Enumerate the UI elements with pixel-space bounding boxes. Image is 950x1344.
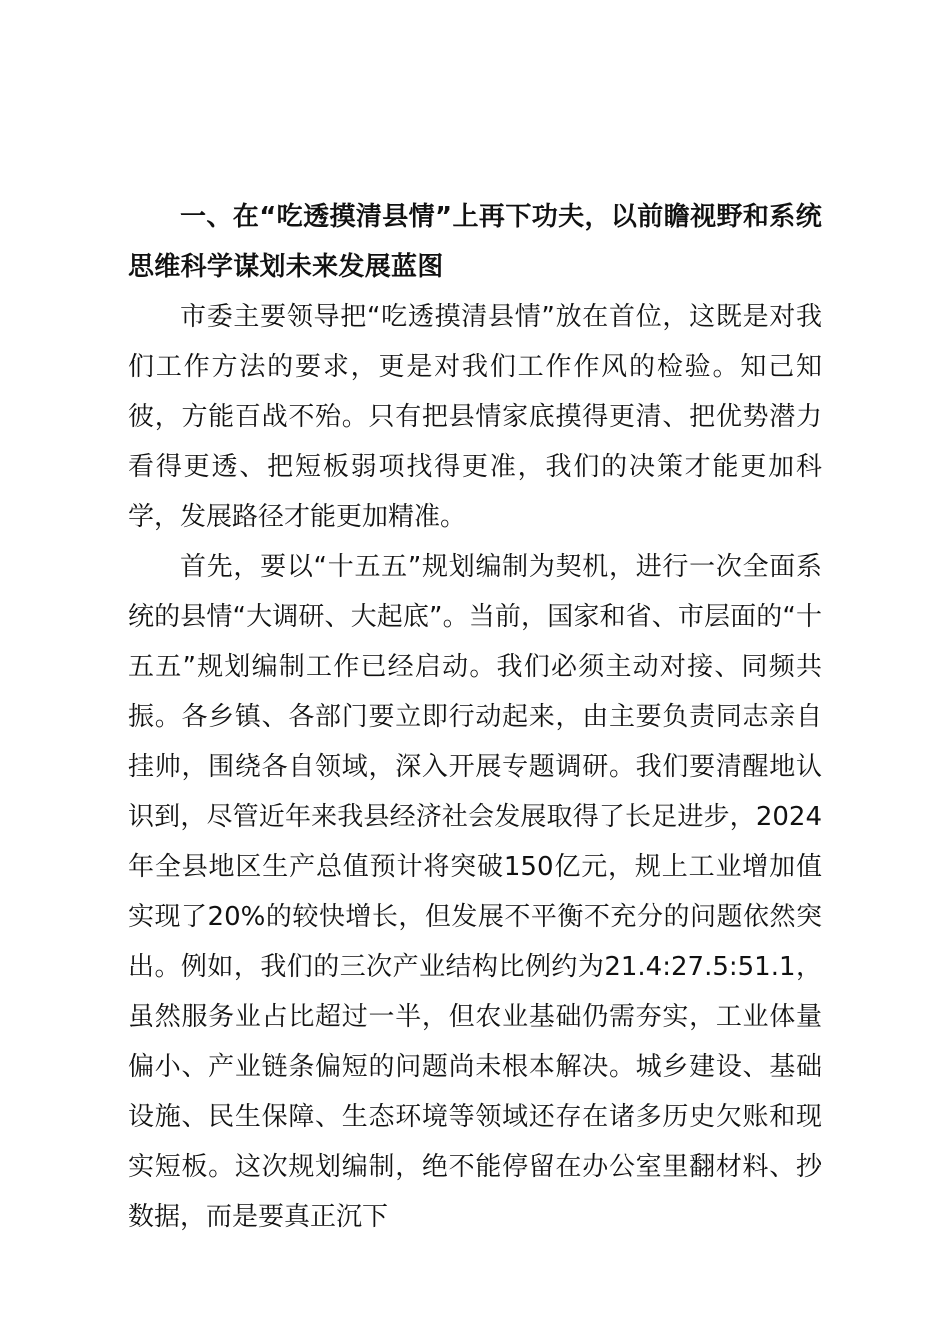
- document-body: [128, 192, 822, 1242]
- paragraph-1: 市委主要领导把“吃透摸清县情”放在首位，这既是对我们工作方法的要求，更是对我们工作作风的检验。知己知彼，方能百战不殆。只有把县情家底摸得更清、把优势潜力看得更透、把短板弱项找得更准，我们的决策才能更加科学，发展路径才能更加精准。: [128, 302, 822, 532]
- section-heading: 一、在“吃透摸清县情”上再下功夫，以前瞻视野和系统思维科学谋划未来发展蓝图: [128, 202, 822, 282]
- paragraph-2: 首先，要以“十五五”规划编制为契机，进行一次全面系统的县情“大调研、大起底”。当前，国家和省、市层面的“十五五”规划编制工作已经启动。我们必须主动对接、同频共振。各乡镇、各部门要立即行动起来，由主要负责同志亲自挂帅，围绕各自领域，深入开展专题调研。我们要清醒地认识到，尽管近年来我县经济社会发展取得了长足进步，2024年全县地区生产总值预计将突破150亿元，规上工业增加值实现了20%的较快增长，但发展不平衡不充分的问题依然突出。例如，我们的三次产业结构比例约为21.4:27.5:51.1，虽然服务业占比超过一半，但农业基础仍需夯实，工业体量偏小、产业链条偏短的问题尚未根本解决。城乡建设、基础设施、民生保障、生态环境等领域还存在诸多历史欠账和现实短板。这次规划编制，绝不能停留在办公室里翻材料、抄数据，而是要真正沉下: [128, 552, 822, 1232]
